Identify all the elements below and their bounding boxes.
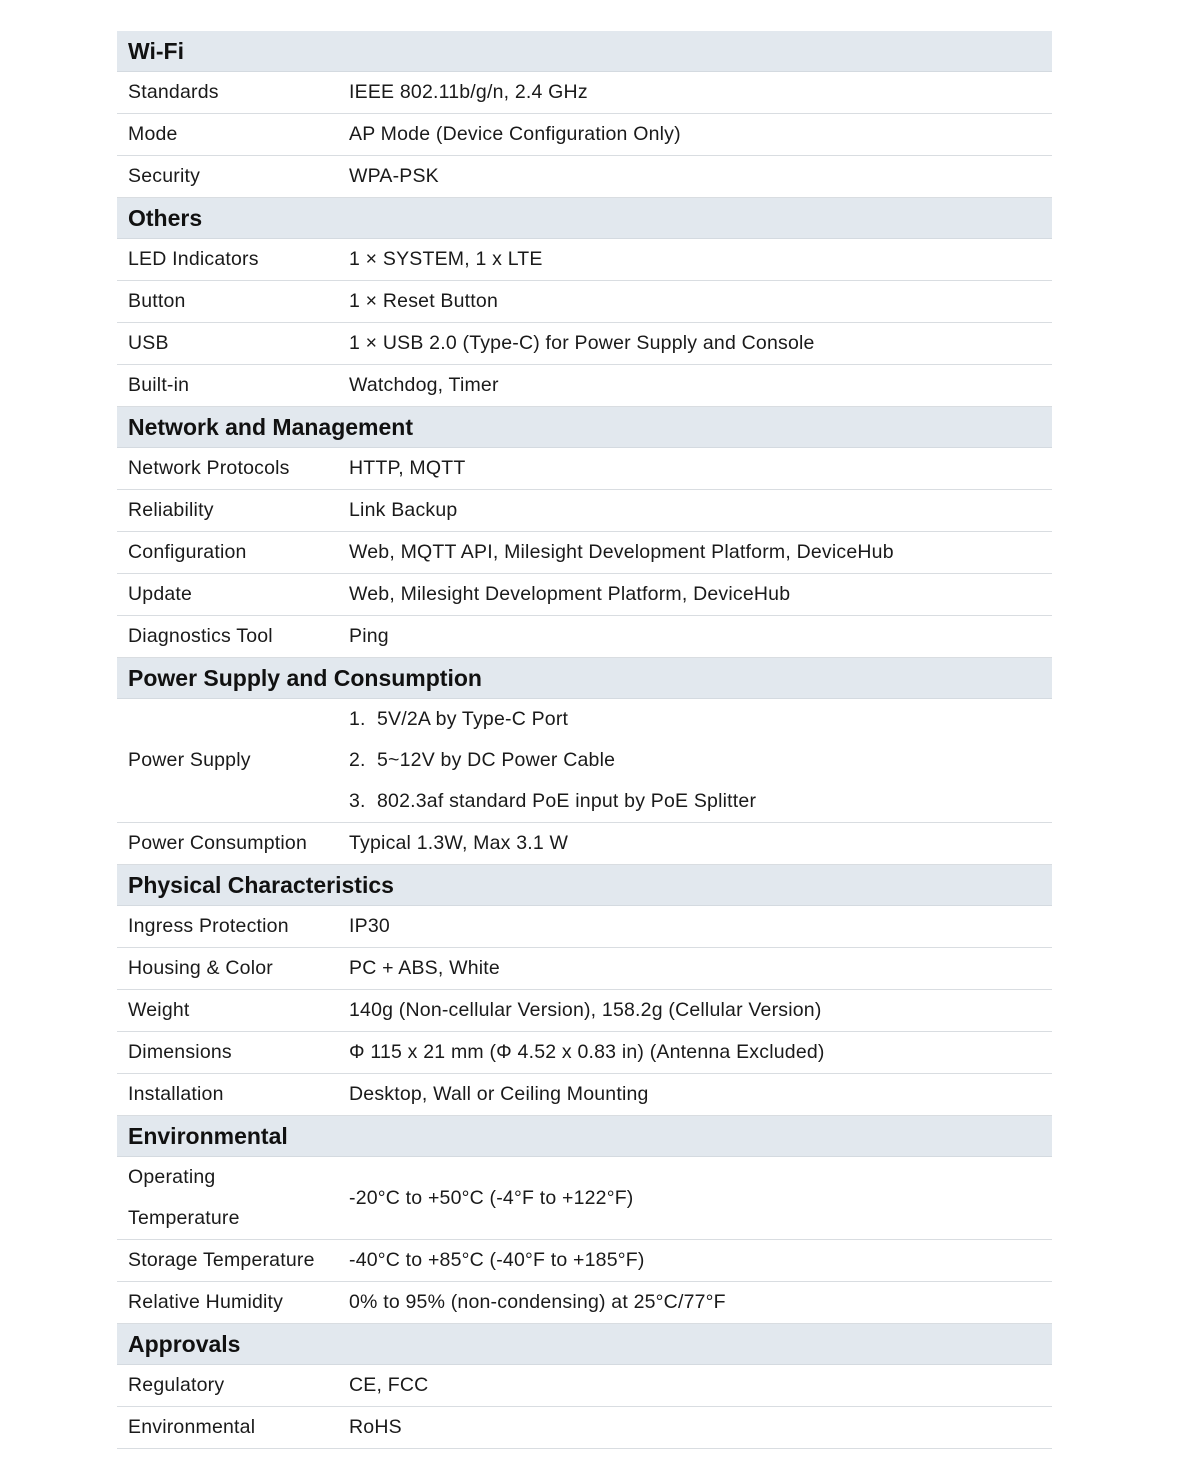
spec-label-line: Security xyxy=(128,165,201,187)
spec-label xyxy=(117,323,349,364)
spec-row-button xyxy=(117,281,1052,323)
list-item-number: 2. xyxy=(349,749,366,771)
spec-label-line: Diagnostics Tool xyxy=(128,625,273,647)
list-item xyxy=(349,699,1052,740)
spec-row-built-in xyxy=(117,365,1052,407)
section-environmental xyxy=(117,1116,1052,1324)
spec-label-line: Operating xyxy=(128,1166,216,1188)
section-network-and-management xyxy=(117,407,1052,658)
spec-label xyxy=(117,823,349,864)
spec-label-line: Reliability xyxy=(128,499,214,521)
spec-label xyxy=(117,990,349,1031)
spec-value-line: 140g (Non-cellular Version), 158.2g (Cellular Version) xyxy=(349,999,822,1021)
spec-row-led-indicators xyxy=(117,239,1052,281)
list-item-text: 802.3af standard PoE input by PoE Splitter xyxy=(377,790,757,812)
spec-value-line: 1 × SYSTEM, 1 x LTE xyxy=(349,248,543,270)
spec-label xyxy=(117,1407,349,1448)
spec-value xyxy=(349,1365,1052,1406)
spec-row-storage-temperature xyxy=(117,1240,1052,1282)
spec-value xyxy=(349,1157,1052,1239)
spec-row-update xyxy=(117,574,1052,616)
spec-label-line: Configuration xyxy=(128,541,247,563)
spec-label xyxy=(117,1157,349,1239)
spec-label-line: Mode xyxy=(128,123,178,145)
spec-value xyxy=(349,323,1052,364)
list-item xyxy=(349,781,1052,822)
spec-row-network-protocols xyxy=(117,448,1052,490)
spec-value-line: RoHS xyxy=(349,1416,402,1438)
spec-label xyxy=(117,1032,349,1073)
spec-value-line: Link Backup xyxy=(349,499,458,521)
spec-value xyxy=(349,365,1052,406)
section-approvals xyxy=(117,1324,1052,1449)
spec-value-line: Ping xyxy=(349,625,389,647)
spec-value xyxy=(349,616,1052,657)
section-header-network-and-management: Network and Management xyxy=(117,407,1052,448)
spec-value-line: Typical 1.3W, Max 3.1 W xyxy=(349,832,569,854)
section-header-physical-characteristics: Physical Characteristics xyxy=(117,865,1052,906)
spec-value-line: PC + ABS, White xyxy=(349,957,500,979)
spec-value xyxy=(349,823,1052,864)
spec-label xyxy=(117,281,349,322)
spec-value xyxy=(349,1240,1052,1281)
spec-value-line: -20°C to +50°C (-4°F to +122°F) xyxy=(349,1186,634,1209)
spec-label-line: Ingress Protection xyxy=(128,915,289,937)
spec-row-power-consumption xyxy=(117,823,1052,865)
spec-value xyxy=(349,1407,1052,1448)
spec-label xyxy=(117,906,349,947)
spec-value-line: Desktop, Wall or Ceiling Mounting xyxy=(349,1083,649,1105)
spec-label xyxy=(117,616,349,657)
spec-label xyxy=(117,1240,349,1281)
spec-value xyxy=(349,990,1052,1031)
spec-label-line: Power Supply xyxy=(128,749,251,771)
spec-label-line: Button xyxy=(128,290,186,312)
spec-label-line: Environmental xyxy=(128,1416,256,1438)
spec-value xyxy=(349,490,1052,531)
spec-label-line: Temperature xyxy=(128,1207,240,1229)
section-others xyxy=(117,198,1052,407)
spec-value xyxy=(349,448,1052,489)
list-item-text: 5~12V by DC Power Cable xyxy=(377,749,616,771)
list-item-number: 1. xyxy=(349,708,366,730)
spec-label xyxy=(117,1282,349,1323)
spec-row-usb xyxy=(117,323,1052,365)
section-wi-fi xyxy=(117,31,1052,198)
spec-label-line: Dimensions xyxy=(128,1041,232,1063)
section-power-supply-and-consumption xyxy=(117,658,1052,865)
spec-label-line: Power Consumption xyxy=(128,832,307,854)
spec-row-ingress-protection xyxy=(117,906,1052,948)
spec-row-housing-color xyxy=(117,948,1052,990)
spec-value-line: HTTP, MQTT xyxy=(349,457,466,479)
spec-value-line: Φ 115 x 21 mm (Φ 4.52 x 0.83 in) (Antenna Excluded) xyxy=(349,1041,825,1063)
spec-row-operating-temperature xyxy=(117,1157,1052,1240)
spec-value-line: Web, MQTT API, Milesight Development Platform, DeviceHub xyxy=(349,541,894,563)
section-header-environmental: Environmental xyxy=(117,1116,1052,1157)
spec-value xyxy=(349,1282,1052,1323)
spec-label-line: Weight xyxy=(128,999,190,1021)
spec-row-dimensions xyxy=(117,1032,1052,1074)
section-header-others: Others xyxy=(117,198,1052,239)
spec-label-line: Regulatory xyxy=(128,1374,225,1396)
spec-row-reliability xyxy=(117,490,1052,532)
spec-value xyxy=(349,281,1052,322)
spec-row-security xyxy=(117,156,1052,198)
spec-row-configuration xyxy=(117,532,1052,574)
section-header-approvals: Approvals xyxy=(117,1324,1052,1365)
spec-label-line: Storage Temperature xyxy=(128,1249,315,1271)
spec-row-weight xyxy=(117,990,1052,1032)
spec-row-environmental xyxy=(117,1407,1052,1449)
spec-label xyxy=(117,699,349,822)
spec-value xyxy=(349,1032,1052,1073)
spec-value-line: Watchdog, Timer xyxy=(349,374,499,396)
spec-label xyxy=(117,574,349,615)
spec-label-line: LED Indicators xyxy=(128,248,259,270)
spec-row-regulatory xyxy=(117,1365,1052,1407)
spec-value-line: AP Mode (Device Configuration Only) xyxy=(349,123,681,145)
section-header-wi-fi: Wi-Fi xyxy=(117,31,1052,72)
section-header-power-supply-and-consumption: Power Supply and Consumption xyxy=(117,658,1052,699)
spec-row-installation xyxy=(117,1074,1052,1116)
spec-value xyxy=(349,114,1052,155)
spec-value xyxy=(349,72,1052,113)
list-item-text: 5V/2A by Type-C Port xyxy=(377,708,569,730)
spec-label xyxy=(117,532,349,573)
spec-label xyxy=(117,365,349,406)
spec-value xyxy=(349,574,1052,615)
spec-label-line: Housing & Color xyxy=(128,957,273,979)
spec-row-power-supply xyxy=(117,699,1052,823)
spec-value xyxy=(349,699,1052,822)
spec-value xyxy=(349,156,1052,197)
spec-label-line: Relative Humidity xyxy=(128,1291,284,1313)
spec-value-line: 1 × Reset Button xyxy=(349,290,499,312)
spec-label xyxy=(117,1365,349,1406)
spec-label-line: Network Protocols xyxy=(128,457,290,479)
spec-row-diagnostics-tool xyxy=(117,616,1052,658)
spec-label xyxy=(117,239,349,280)
spec-value-line: 1 × USB 2.0 (Type-C) for Power Supply and Console xyxy=(349,332,815,354)
spec-value xyxy=(349,906,1052,947)
spec-value-line: IP30 xyxy=(349,915,390,937)
spec-label xyxy=(117,72,349,113)
spec-value xyxy=(349,1074,1052,1115)
list-item-number: 3. xyxy=(349,790,366,812)
spec-table xyxy=(117,31,1052,1449)
spec-value xyxy=(349,948,1052,989)
spec-label xyxy=(117,114,349,155)
spec-value-line: 0% to 95% (non-condensing) at 25°C/77°F xyxy=(349,1291,726,1313)
spec-label-line: Update xyxy=(128,583,193,605)
spec-row-relative-humidity xyxy=(117,1282,1052,1324)
spec-label xyxy=(117,948,349,989)
spec-value-line: IEEE 802.11b/g/n, 2.4 GHz xyxy=(349,81,588,103)
spec-label-line: Built-in xyxy=(128,374,190,396)
spec-label xyxy=(117,448,349,489)
spec-value-line: Web, Milesight Development Platform, DeviceHub xyxy=(349,583,791,605)
spec-label-line: USB xyxy=(128,332,169,354)
spec-label-line: Installation xyxy=(128,1083,224,1105)
list-item xyxy=(349,740,1052,781)
spec-value xyxy=(349,239,1052,280)
spec-label-line: Standards xyxy=(128,81,219,103)
spec-label xyxy=(117,1074,349,1115)
spec-value xyxy=(349,532,1052,573)
spec-row-mode xyxy=(117,114,1052,156)
spec-value-line: CE, FCC xyxy=(349,1374,429,1396)
spec-value-line: WPA-PSK xyxy=(349,165,439,187)
spec-label xyxy=(117,156,349,197)
section-physical-characteristics xyxy=(117,865,1052,1116)
spec-row-standards xyxy=(117,72,1052,114)
spec-value-line: -40°C to +85°C (-40°F to +185°F) xyxy=(349,1249,645,1271)
spec-label xyxy=(117,490,349,531)
